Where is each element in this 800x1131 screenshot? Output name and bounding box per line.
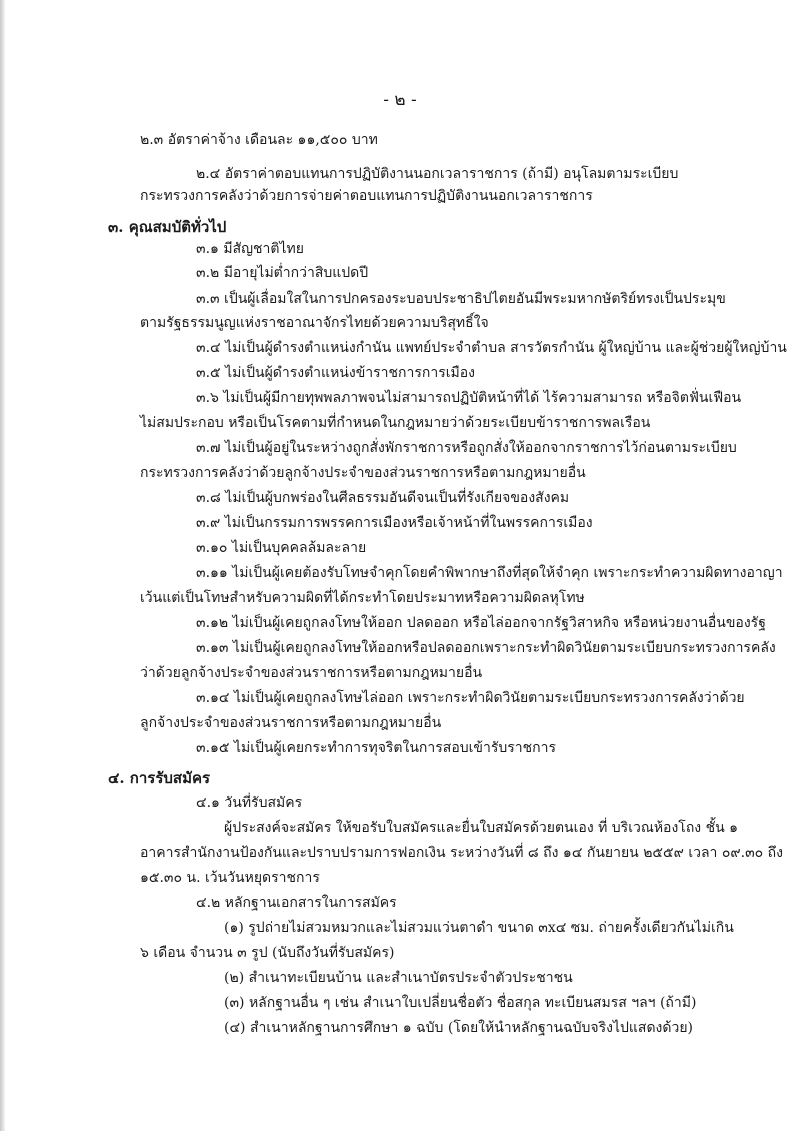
- line-4-2-4: (๔) สำเนาหลักฐานการศึกษา ๑ ฉบับ (โดยให้นำหลักฐานฉบับจริงไปแสดงด้วย): [224, 1020, 694, 1036]
- line-3-13: ๓.๑๓ ไม่เป็นผู้เคยถูกลงโทษให้ออกหรือปลดออกเพราะกระทำผิดวินัยตามระเบียบกระทรวงการคลัง: [196, 640, 776, 656]
- line-4-1-body: ผู้ประสงค์จะสมัคร ให้ขอรับใบสมัครและยื่นใบสมัครด้วยตนเอง ที่ บริเวณห้องโถง ชั้น ๑: [224, 820, 738, 836]
- line-3-4: ๓.๔ ไม่เป็นผู้ดำรงตำแหน่งกำนัน แพทย์ประจำตำบล สารวัตรกำนัน ผู้ใหญ่บ้าน และผู้ช่วยผู้ใหญ่บ้าน: [196, 340, 787, 356]
- line-4-2: ๔.๒ หลักฐานเอกสารในการสมัคร: [196, 895, 397, 911]
- line-3-11: ๓.๑๑ ไม่เป็นผู้เคยต้องรับโทษจำคุกโดยคำพิพากษาถึงที่สุดให้จำคุก เพราะกระทำความผิดทางอาญา: [196, 565, 783, 581]
- line-4-2-1: (๑) รูปถ่ายไม่สวมหมวกและไม่สวมแว่นตาดำ ขนาด ๓x๔ ซม. ถ่ายครั้งเดียวกันไม่เกิน: [224, 920, 734, 936]
- line-3-12: ๓.๑๒ ไม่เป็นผู้เคยถูกลงโทษให้ออก ปลดออก หรือไล่ออกจากรัฐวิสาหกิจ หรือหน่วยงานอื่นของรัฐ: [196, 615, 766, 631]
- line-3-7: ๓.๗ ไม่เป็นผู้อยู่ในระหว่างถูกสั่งพักราชการหรือถูกสั่งให้ออกจากราชการไว้ก่อนตามระเบียบ: [196, 440, 737, 456]
- section-3-heading: ๓. คุณสมบัติทั่วไป: [108, 218, 227, 236]
- line-3-6-cont: ไม่สมประกอบ หรือเป็นโรคตามที่กำหนดในกฎหมายว่าด้วยระเบียบข้าราชการพลเรือน: [140, 415, 651, 431]
- line-2-3: ๒.๓ อัตราค่าจ้าง เดือนละ ๑๑,๕๐๐ บาท: [140, 132, 378, 148]
- line-2-4: ๒.๔ อัตราค่าตอบแทนการปฏิบัติงานนอกเวลาราชการ (ถ้ามี) อนุโลมตามระเบียบ: [196, 166, 679, 182]
- line-3-15: ๓.๑๕ ไม่เป็นผู้เคยกระทำการทุจริตในการสอบเข้ารับราชการ: [196, 740, 556, 756]
- line-3-5: ๓.๕ ไม่เป็นผู้ดำรงตำแหน่งข้าราชการการเมือง: [196, 365, 475, 381]
- line-3-10: ๓.๑๐ ไม่เป็นบุคคลล้มละลาย: [196, 540, 367, 556]
- line-4-1-body-cont1: อาคารสำนักงานป้องกันและปราบปรามการฟอกเงิน ระหว่างวันที่ ๘ ถึง ๑๔ กันยายน ๒๕๕๙ เวลา ๐๙.๓๐ ถึง: [140, 845, 783, 861]
- line-3-1: ๓.๑ มีสัญชาติไทย: [196, 241, 304, 257]
- line-3-14-cont: ลูกจ้างประจำของส่วนราชการหรือตามกฎหมายอื่น: [140, 715, 442, 731]
- line-3-6: ๓.๖ ไม่เป็นผู้มีกายทุพพลภาพจนไม่สามารถปฏิบัติหน้าที่ได้ ไร้ความสามารถ หรือจิตฟั่นเฟือน: [196, 390, 742, 406]
- page-number: - ๒ -: [383, 90, 417, 110]
- section-4-heading: ๔. การรับสมัคร: [108, 769, 211, 787]
- line-3-3-cont: ตามรัฐธรรมนูญแห่งราชอาณาจักรไทยด้วยความบริสุทธิ์ใจ: [140, 315, 489, 331]
- line-3-8: ๓.๘ ไม่เป็นผู้บกพร่องในศีลธรรมอันดีจนเป็นที่รังเกียจของสังคม: [196, 490, 570, 506]
- line-3-14: ๓.๑๔ ไม่เป็นผู้เคยถูกลงโทษไล่ออก เพราะกระทำผิดวินัยตามระเบียบกระทรวงการคลังว่าด้วย: [196, 690, 745, 706]
- line-4-1: ๔.๑ วันที่รับสมัคร: [196, 795, 303, 811]
- line-4-2-3: (๓) หลักฐานอื่น ๆ เช่น สำเนาใบเปลี่ยนชื่อตัว ชื่อสกุล ทะเบียนสมรส ฯลฯ (ถ้ามี): [224, 995, 697, 1011]
- line-3-9: ๓.๙ ไม่เป็นกรรมการพรรคการเมืองหรือเจ้าหน้าที่ในพรรคการเมือง: [196, 515, 593, 531]
- line-3-7-cont: กระทรวงการคลังว่าด้วยลูกจ้างประจำของส่วนราชการหรือตามกฎหมายอื่น: [140, 465, 586, 481]
- line-3-11-cont: เว้นแต่เป็นโทษสำหรับความผิดที่ได้กระทำโดยประมาทหรือความผิดลหุโทษ: [140, 590, 585, 606]
- line-4-2-2: (๒) สำเนาทะเบียนบ้าน และสำเนาบัตรประจำตัวประชาชน: [224, 970, 573, 986]
- scan-edge: [0, 0, 5, 1131]
- line-4-2-1-cont: ๖ เดือน จำนวน ๓ รูป (นับถึงวันที่รับสมัคร): [140, 945, 395, 961]
- line-3-13-cont: ว่าด้วยลูกจ้างประจำของส่วนราชการหรือตามกฎหมายอื่น: [140, 665, 483, 681]
- line-2-4-cont: กระทรวงการคลังว่าด้วยการจ่ายค่าตอบแทนการปฏิบัติงานนอกเวลาราชการ: [140, 188, 593, 204]
- line-3-2: ๓.๒ มีอายุไม่ต่ำกว่าสิบแปดปี: [196, 265, 369, 281]
- line-4-1-body-cont2: ๑๕.๓๐ น. เว้นวันหยุดราชการ: [140, 870, 320, 886]
- line-3-3: ๓.๓ เป็นผู้เลื่อมใสในการปกครองระบอบประชาธิปไตยอันมีพระมหากษัตริย์ทรงเป็นประมุข: [196, 291, 726, 307]
